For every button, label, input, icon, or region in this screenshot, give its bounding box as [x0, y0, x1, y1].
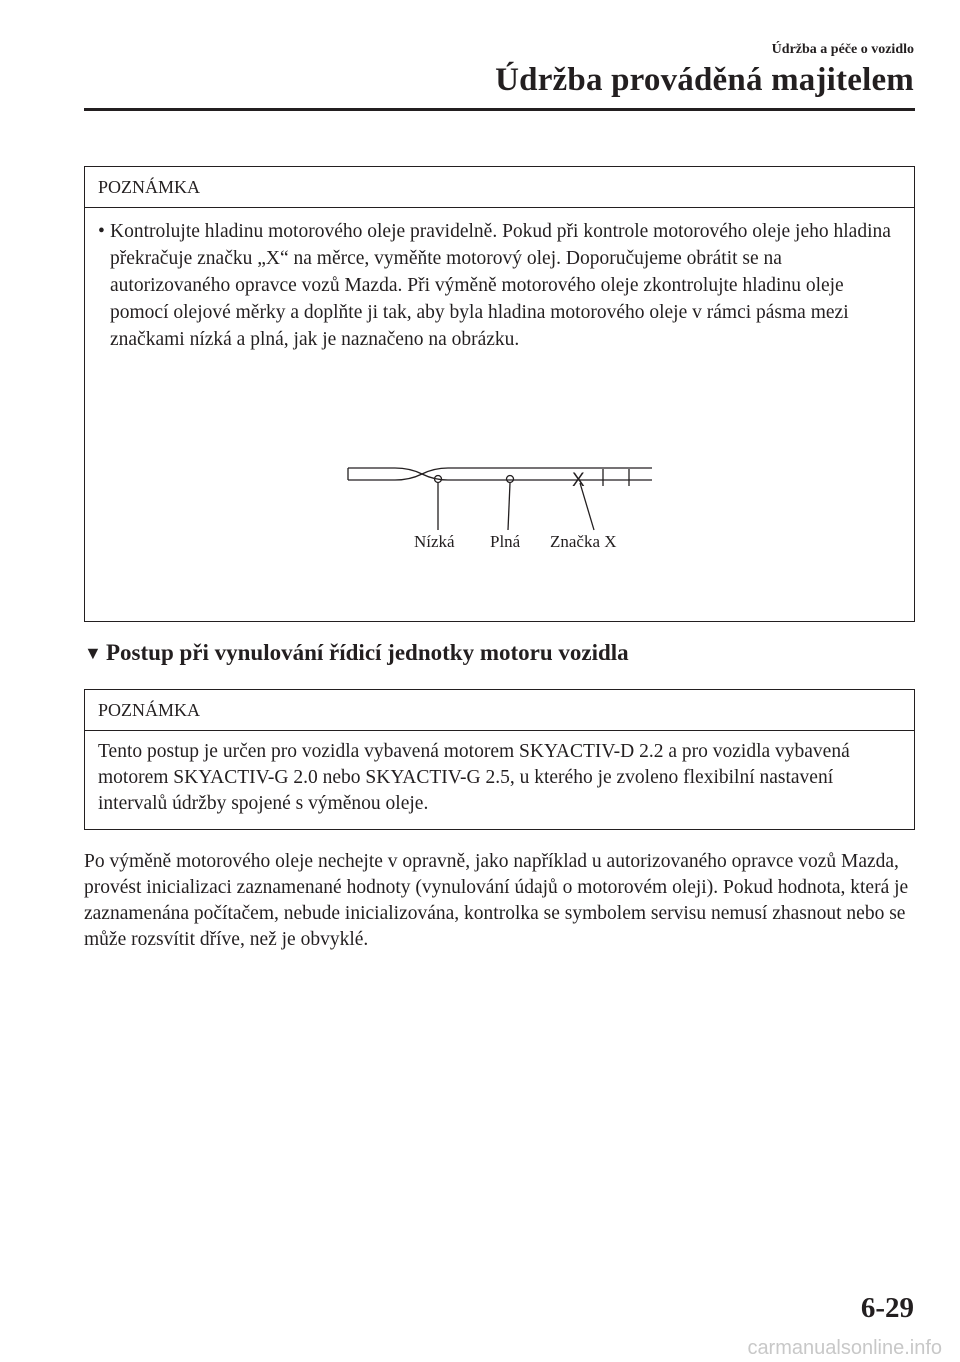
bullet-text: Kontrolujte hladinu motorového oleje pravidelně. Pokud při kontrole motorového oleje jeho hladina překračuje značku „X“ na měrce, vyměňte motorový olej. Doporučujeme obrátit se na autorizovaného opravce vozů Mazda. Při výměně motorového oleje zkontrolujte hladinu oleje pomocí olejové měrky a doplňte ji tak, aby byla hladina motorového oleje v rámci pásma mezi značkami nízká a plná, jak je naznačeno na obrázku.: [110, 221, 891, 350]
page-title: Údržba prováděná majitelem: [495, 62, 914, 98]
dipstick-figure: [340, 458, 660, 558]
footer-watermark: carmanualsonline.info: [747, 1337, 942, 1359]
body-paragraph: Po výměně motorového oleje nechejte v opravně, jako například u autorizovaného opravce vozů Mazda, provést inicializaci zaznamenané hodnoty (vynulování údajů o motorovém oleji). Pokud hodnota, která je zaznamenána počítačem, nebude inicializována, kontrolka se symbolem servisu nemusí zhasnout nebo se může rozsvítit dříve, než je obvyklé.: [84, 851, 909, 950]
triangle-marker-icon: ▼: [84, 643, 102, 663]
bullet-item: [98, 218, 901, 353]
label-low: Nízká: [414, 532, 455, 551]
note-body: Tento postup je určen pro vozidla vybavená motorem SKYACTIV-D 2.2 a pro vozidla vybavená motorem SKYACTIV-G 2.0 nebo SKYACTIV-G 2.5, u kterého je zvoleno flexibilní nastavení intervalů údržby spojené s výměnou oleje.: [98, 741, 850, 814]
dipstick-icon: [348, 468, 652, 530]
label-full: Plná: [490, 532, 521, 551]
note-label: POZNÁMKA: [85, 167, 914, 208]
page-number: 6-29: [860, 1292, 914, 1324]
section-heading-text: Postup při vynulování řídicí jednotky motoru vozidla: [106, 640, 629, 665]
label-x-mark: Značka X: [550, 532, 617, 551]
note-label: POZNÁMKA: [85, 690, 914, 731]
note-box-ecu-reset: [84, 689, 915, 830]
header-section-title: Údržba a péče o vozidlo: [771, 42, 914, 57]
bullet-icon: •: [98, 221, 105, 242]
note-body: [85, 208, 914, 353]
section-heading: [84, 640, 629, 666]
x-mark: X: [572, 470, 585, 491]
header-divider: [84, 108, 915, 111]
